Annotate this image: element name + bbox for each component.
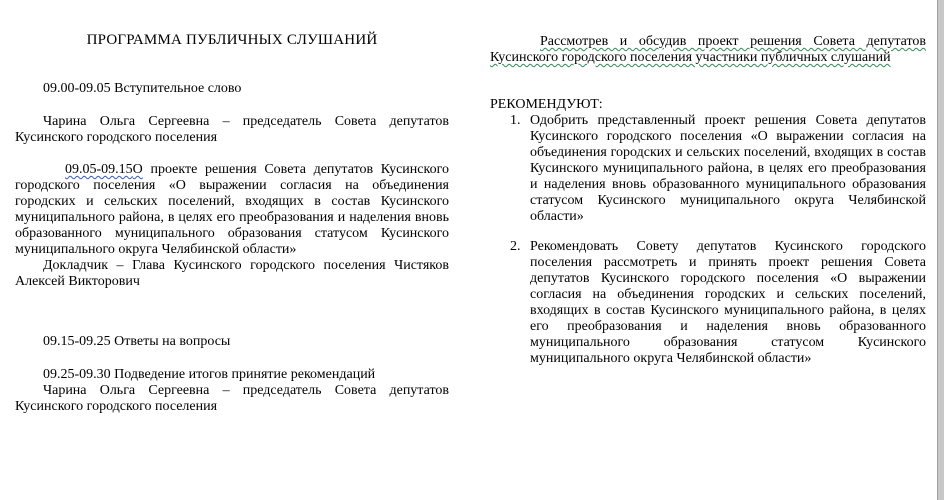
summary-speaker: Чарина Ольга Сергеевна – председатель Совета депутатов Кусинского городского поселения <box>15 383 449 414</box>
recommendation-text: Рекомендовать Совету депутатов Кусинского городского поселения рассмотреть и принять проект решения Совета депутатов Кусинского городского поселения «О выражении согласия на объединения городских и сельских поселений, входящих в состав Кусинского муниципального района, в целях его преобразования и наделения вновь образованного муниципального образования статусом Кусинского муниципального округа Челябинской области» <box>530 239 926 366</box>
recommendation-item <box>490 113 926 225</box>
program-item-questions <box>15 334 449 350</box>
report-text-first: О <box>132 162 143 177</box>
opening-time-label: 09.00-09.05 Вступительное слово <box>43 81 242 96</box>
intro-block <box>490 34 926 66</box>
report-time: 09.05-09.15 <box>65 162 133 177</box>
opening-speaker: Чарина Ольга Сергеевна – председатель Совета депутатов Кусинского городского поселения <box>15 114 449 145</box>
report-text <box>15 162 449 258</box>
recommend-heading: РЕКОМЕНДУЮТ: <box>490 97 603 112</box>
recommendation-item <box>490 239 926 367</box>
recommendation-text: Одобрить представленный проект решения Совета депутатов Кусинского городского поселения «О выражении согласия на объединения городских и сельских поселений, входящих в состав Кусинского муниципального района, в целях его преобразования и наделения вновь образованного муниципального образования статусом Кусинского муниципального округа Челябинской области» <box>530 113 926 224</box>
program-item-report <box>15 162 449 290</box>
questions-time-label: 09.15-09.25 Ответы на вопросы <box>43 334 231 349</box>
recommendations-list <box>490 113 926 367</box>
program-title: ПРОГРАММА ПУБЛИЧНЫХ СЛУШАНИЙ <box>86 32 378 48</box>
summary-time-label: 09.25-09.30 Подведение итогов принятие рекомендаций <box>43 367 376 382</box>
program-item-opening <box>15 81 449 97</box>
recommendation-number: 1. <box>510 113 521 128</box>
program-item-summary <box>15 367 449 415</box>
intro-text: Рассмотрев и обсудив проект решения Совета депутатов Кусинского городского поселения участники публичных слушаний <box>490 34 926 65</box>
recommend-block <box>490 97 926 367</box>
page-edge-scrollbar <box>937 0 944 500</box>
program-item-opening-speaker <box>15 114 449 146</box>
report-text-rest: проекте решения Совета депутатов Кусинского городского поселения «О выражении согласия на объединения городских и сельских поселений, входящих в состав Кусинского муниципального района, в целях его преобразования и наделения вновь образованного муниципального образования статусом Кусинского муниципального округа Челябинской области» <box>15 162 449 257</box>
report-speaker: Докладчик – Глава Кусинского городского поселения Чистяков Алексей Викторович <box>15 258 449 289</box>
recommendation-number: 2. <box>510 239 521 254</box>
